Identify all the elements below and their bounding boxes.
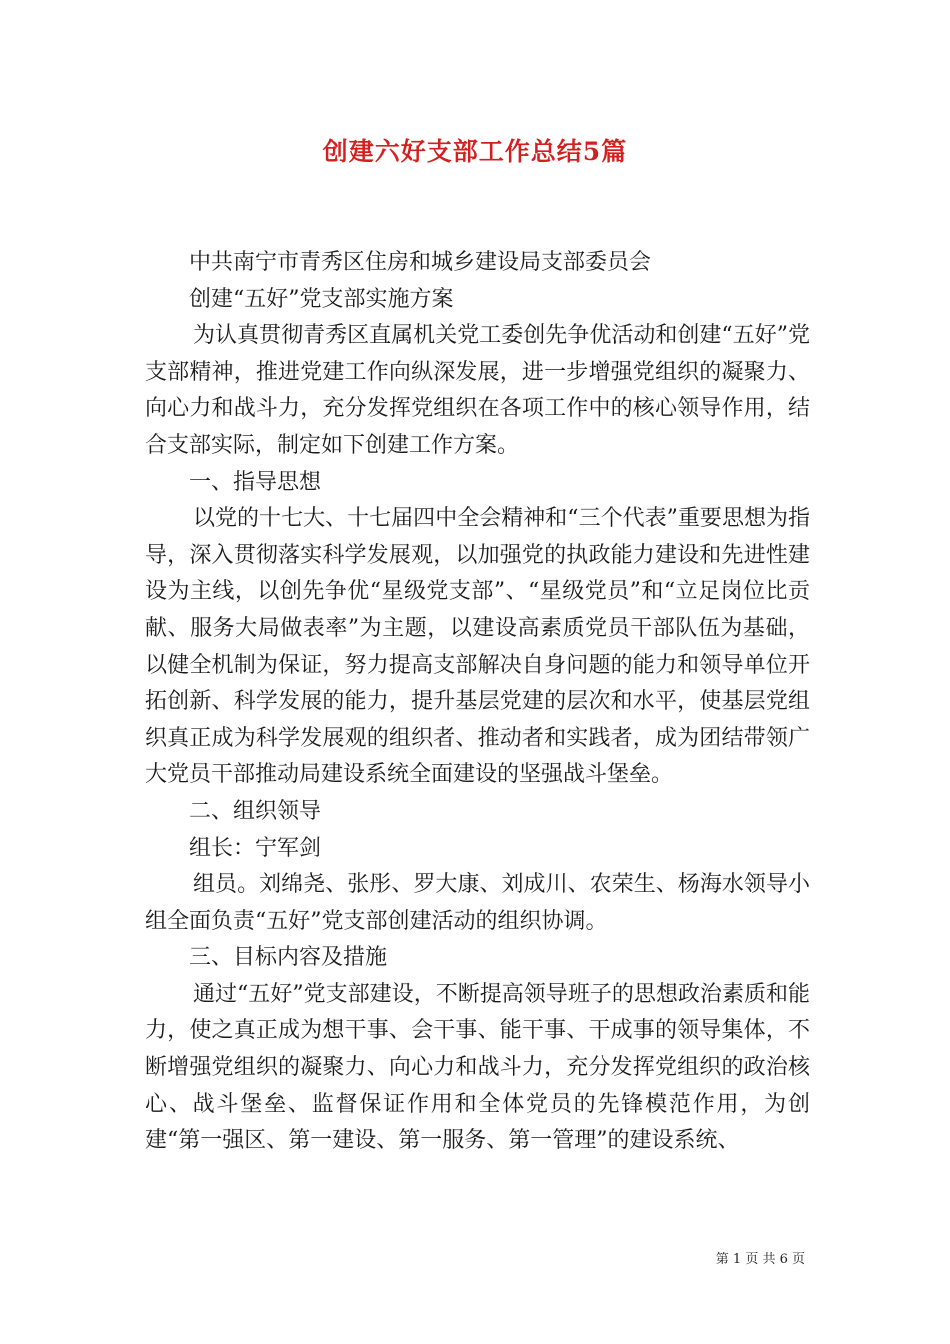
paragraph-members: 组员。刘绵尧、张彤、罗大康、刘成川、农荣生、杨海水领导小组全面负责“五好”党支部创建活动的组织协调。 bbox=[145, 872, 810, 934]
paragraph-intro: 为认真贯彻青秀区直属机关党工委创先争优活动和创建“五好”党支部精神，推进党建工作向纵深发展，进一步增强党组织的凝聚力、向心力和战斗力，充分发挥党组织在各项工作中的核心领导作用，结合支部实际，制定如下创建工作方案。 bbox=[145, 323, 810, 458]
page-footer: 第 1 页 共 6 页 bbox=[715, 1252, 805, 1267]
paragraph-org-name: 中共南宁市青秀区住房和城乡建设局支部委员会 bbox=[189, 250, 652, 275]
document-title: 创建六好支部工作总结5篇 bbox=[322, 137, 628, 166]
document-body bbox=[145, 245, 810, 1160]
paragraph-goals: 通过“五好”党支部建设，不断提高领导班子的思想政治素质和能力，使之真正成为想干事、会干事、能干事、干成事的领导集体，不断增强党组织的凝聚力、向心力和战斗力，充分发挥党组织的政治核心、战斗堡垒、监督保证作用和全体党员的先锋模范作用，为创建“第一强区、第一建设、第一服务、第一管理”的建设系统、 bbox=[145, 981, 810, 1154]
paragraph-guiding-thought: 以党的十七大、十七届四中全会精神和“三个代表”重要思想为指导，深入贯彻落实科学发展观，以加强党的执政能力建设和先进性建设为主线，以创先争优“星级党支部”、“星级党员”和“立足岗位比贡献、服务大局做表率”为主题，以建设高素质党员干部队伍为基础，以健全机制为保证，努力提高支部解决自身问题的能力和领导单位开拓创新、科学发展的能力，提升基层党建的层次和水平，使基层党组织真正成为科学发展观的组织者、推动者和实践者，成为团结带领广大党员干部推动局建设系统全面建设的坚强战斗堡垒。 bbox=[145, 506, 810, 788]
section-heading-guiding-thought: 一、指导思想 bbox=[189, 469, 322, 495]
paragraph-leader: 组长：宁军剑 bbox=[189, 835, 322, 861]
paragraph-plan-title: 创建“五好”党支部实施方案 bbox=[189, 286, 454, 312]
section-heading-organization: 二、组织领导 bbox=[189, 798, 322, 824]
section-heading-goals: 三、目标内容及措施 bbox=[189, 945, 388, 971]
